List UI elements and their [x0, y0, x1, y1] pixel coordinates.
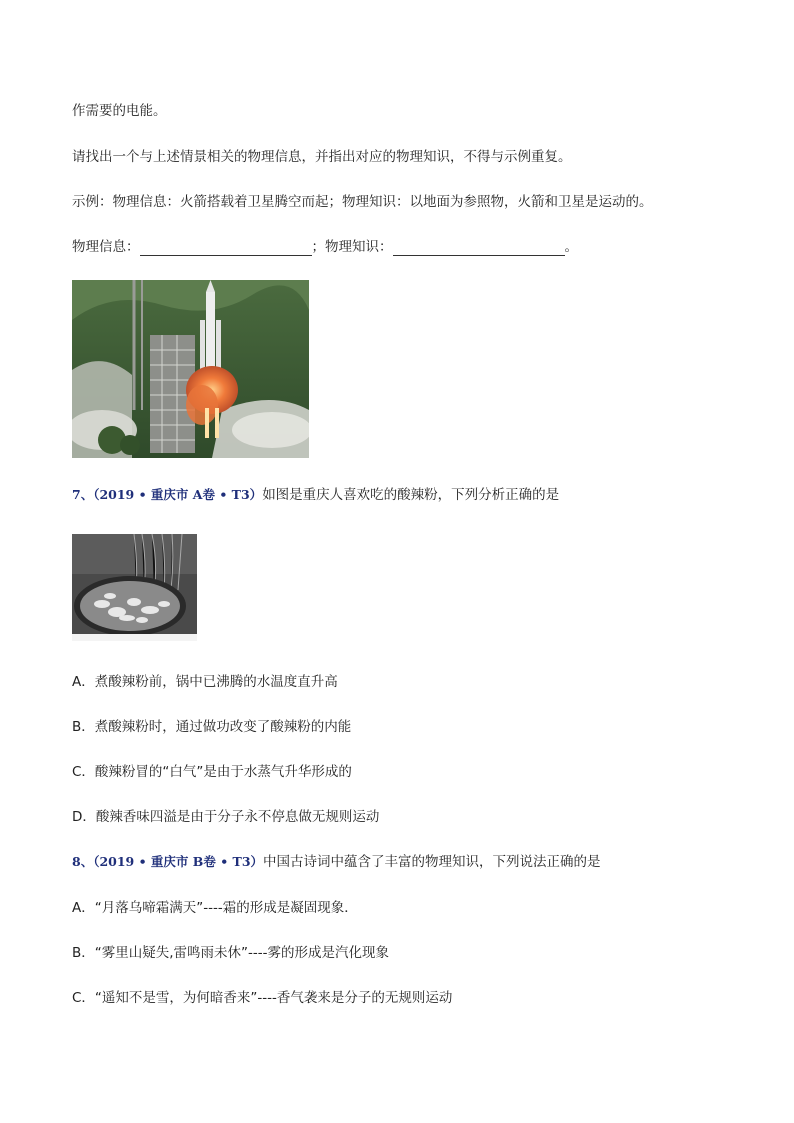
noodle-bowl-photo	[72, 534, 197, 641]
question-7-source: （2019 • 重庆市 A卷 • T3）	[93, 487, 263, 502]
question-8-option-c: C．“遥知不是雪，为何暗香来”----香气袭来是分子的无规则运动	[72, 990, 453, 1006]
question-7-number: 7、	[72, 487, 94, 502]
answer-label-info: 物理信息：	[72, 239, 140, 255]
question-8-source: （2019 • 重庆市 B卷 • T3）	[93, 854, 264, 869]
question-7-option-b: B．煮酸辣粉时，通过做功改变了酸辣粉的内能	[72, 719, 352, 735]
intro-line-1: 作需要的电能。	[72, 103, 167, 119]
question-7-option-c: C．酸辣粉冒的“白气”是由于水蒸气升华形成的	[72, 764, 352, 780]
question-8-stem: 中国古诗词中蕴含了丰富的物理知识，下列说法正确的是	[263, 854, 601, 870]
question-7-option-a: A．煮酸辣粉前，锅中已沸腾的水温度直升高	[72, 674, 338, 690]
answer-line	[72, 238, 578, 256]
example-line: 示例：物理信息：火箭搭载着卫星腾空而起；物理知识：以地面为参照物，火箭和卫星是运动的。	[72, 194, 653, 210]
question-8-header	[72, 853, 601, 871]
question-7-header	[72, 486, 559, 504]
question-8-option-a: A．“月落乌啼霜满天”----霜的形成是凝固现象．	[72, 900, 358, 916]
answer-label-knowledge: ；物理知识：	[311, 239, 393, 255]
intro-line-2: 请找出一个与上述情景相关的物理信息，并指出对应的物理知识，不得与示例重复。	[72, 149, 572, 165]
answer-blank-knowledge[interactable]	[393, 241, 565, 256]
question-8-number: 8、	[72, 854, 94, 869]
question-7-option-d: D．酸辣香味四溢是由于分子永不停息做无规则运动	[72, 809, 380, 825]
question-7-stem: 如图是重庆人喜欢吃的酸辣粉，下列分析正确的是	[262, 487, 560, 503]
question-8-option-b: B．“雾里山疑失,雷鸣雨未休”----雾的形成是汽化现象	[72, 945, 390, 961]
answer-end: 。	[564, 239, 578, 255]
answer-blank-info[interactable]	[140, 241, 312, 256]
rocket-launch-photo	[72, 280, 309, 458]
